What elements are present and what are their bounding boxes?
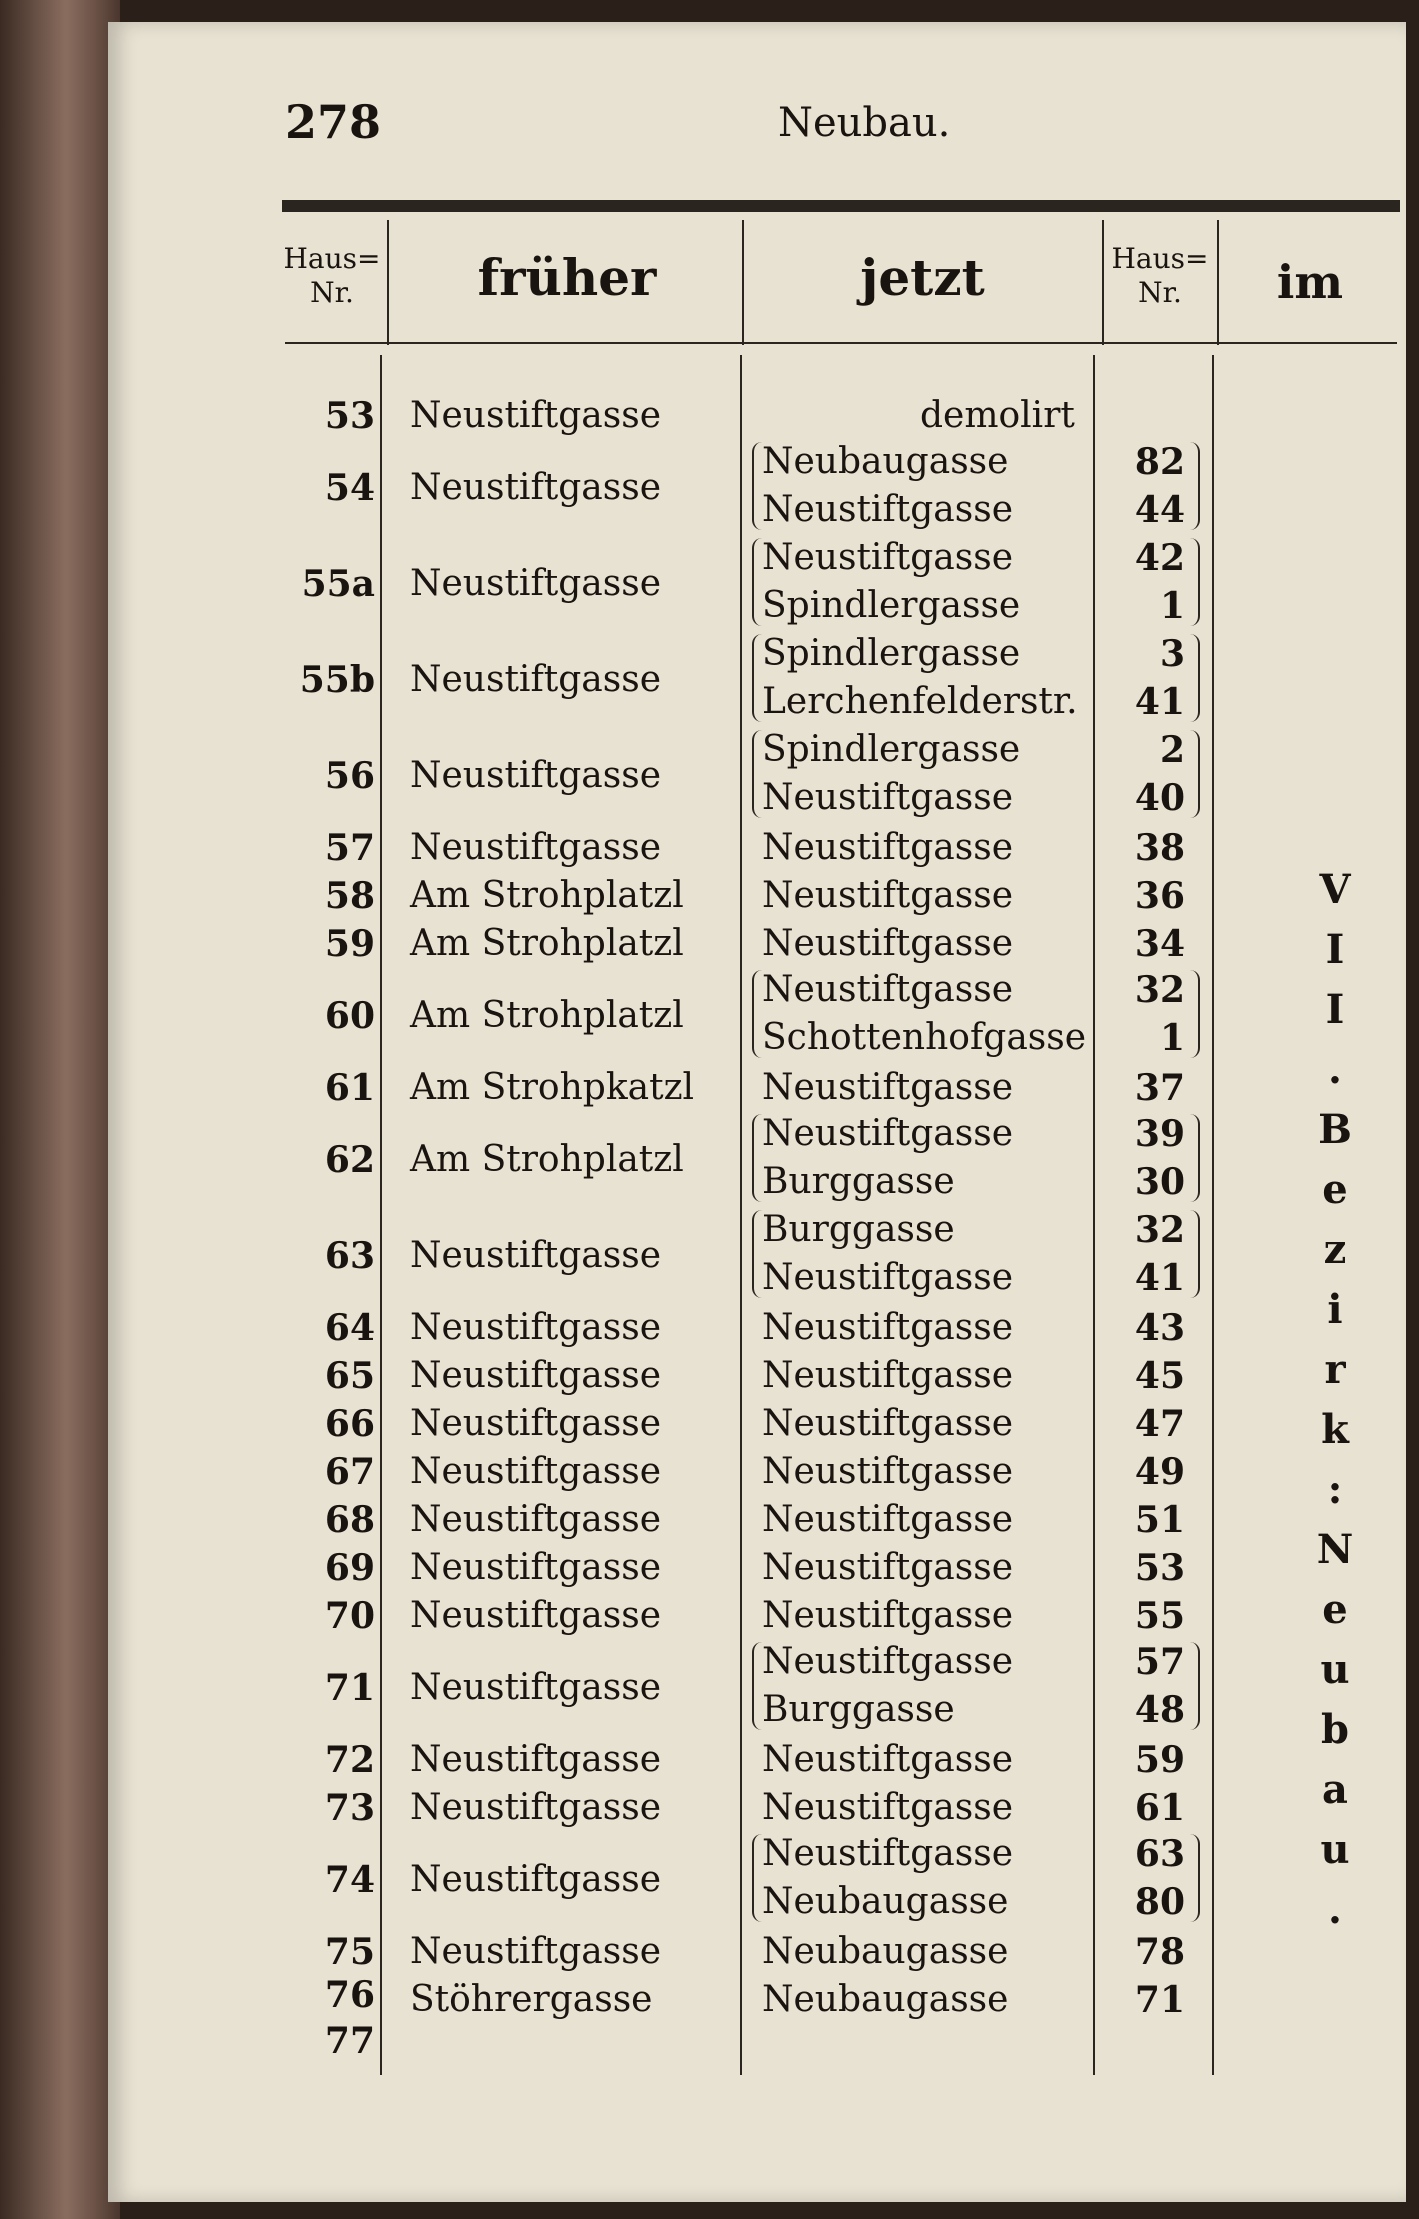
jetzt-cell: Neubaugasse: [762, 441, 1009, 482]
book-edge: [0, 0, 120, 2219]
column-header-frueher: früher: [477, 248, 657, 307]
neu-haus-nr-cell: 2: [1159, 729, 1185, 771]
frueher-cell: Neustiftgasse: [410, 1307, 661, 1348]
frueher-cell: Neustiftgasse: [410, 1547, 661, 1588]
haus-nr-cell: 59: [324, 923, 375, 965]
haus-nr-cell: 65: [324, 1355, 375, 1397]
column-divider-jetzt: [740, 355, 742, 2075]
group-brace-left: [752, 1114, 764, 1202]
jetzt-cell: Neubaugasse: [762, 1931, 1009, 1972]
group-brace-right: [1188, 538, 1200, 626]
group-brace-left: [752, 442, 764, 530]
jetzt-cell: Burggasse: [762, 1161, 955, 1202]
neu-haus-nr-cell: 48: [1134, 1689, 1185, 1731]
haus-nr-cell: 74: [324, 1859, 375, 1901]
neu-haus-nr-cell: 47: [1134, 1403, 1185, 1445]
side-label-char: b: [1321, 1706, 1349, 1753]
side-label: [1305, 860, 1365, 1940]
column-header-haus-nr-right: Haus= Nr.: [1111, 242, 1209, 309]
group-brace-right: [1188, 442, 1200, 530]
neu-haus-nr-cell: 44: [1134, 489, 1185, 531]
jetzt-cell: Neustiftgasse: [762, 537, 1013, 578]
jetzt-cell: Neustiftgasse: [762, 1403, 1013, 1444]
page-number: 278: [285, 95, 382, 149]
haus-nr-cell: 67: [324, 1451, 375, 1493]
neu-haus-nr-cell: 39: [1134, 1113, 1185, 1155]
jetzt-cell: Burggasse: [762, 1209, 955, 1250]
group-brace-right: [1188, 1210, 1200, 1298]
jetzt-cell: Neustiftgasse: [762, 969, 1013, 1010]
haus-nr-cell: 53: [324, 395, 375, 437]
side-label-char: :: [1327, 1466, 1343, 1513]
neu-haus-nr-cell: 36: [1134, 875, 1185, 917]
frueher-cell: Neustiftgasse: [410, 1403, 661, 1444]
jetzt-cell: Neustiftgasse: [762, 1113, 1013, 1154]
haus-nr-cell: 69: [324, 1547, 375, 1589]
neu-haus-nr-cell: 1: [1159, 585, 1185, 627]
group-brace-left: [752, 538, 764, 626]
column-header-im: im: [1276, 255, 1344, 309]
jetzt-cell: Neustiftgasse: [762, 1355, 1013, 1396]
haus-nr-cell: 64: [324, 1307, 375, 1349]
neu-haus-nr-cell: 59: [1134, 1739, 1185, 1781]
neu-haus-nr-cell: 49: [1134, 1451, 1185, 1493]
jetzt-cell: Neustiftgasse: [762, 827, 1013, 868]
jetzt-cell: Neustiftgasse: [762, 777, 1013, 818]
neu-haus-nr-cell: 53: [1134, 1547, 1185, 1589]
jetzt-cell: Neustiftgasse: [762, 1833, 1013, 1874]
group-brace-left: [752, 1642, 764, 1730]
haus-nr-cell: 57: [324, 827, 375, 869]
frueher-cell: Am Strohplatzl: [410, 1139, 684, 1180]
frueher-cell: Neustiftgasse: [410, 1355, 661, 1396]
neu-haus-nr-cell: 42: [1134, 537, 1185, 579]
group-brace-left: [752, 1834, 764, 1922]
group-brace-right: [1188, 634, 1200, 722]
side-label-char: .: [1328, 1046, 1342, 1093]
frueher-cell: Neustiftgasse: [410, 1235, 661, 1276]
frueher-cell: Stöhrergasse: [410, 1979, 653, 2020]
column-divider-neu: [1093, 355, 1095, 2075]
jetzt-cell: Neustiftgasse: [762, 1787, 1013, 1828]
frueher-cell: Am Strohpkatzl: [410, 1067, 695, 1108]
frueher-cell: Neustiftgasse: [410, 1859, 661, 1900]
haus-nr-cell: 62: [324, 1139, 375, 1181]
neu-haus-nr-cell: 80: [1134, 1881, 1185, 1923]
neu-haus-nr-cell: 78: [1134, 1931, 1185, 1973]
side-label-char: u: [1320, 1826, 1350, 1873]
side-label-char: .: [1328, 1886, 1342, 1933]
frueher-cell: Am Strohplatzl: [410, 995, 684, 1036]
side-label-char: z: [1323, 1226, 1347, 1273]
jetzt-cell: Neustiftgasse: [762, 1641, 1013, 1682]
jetzt-cell: Neustiftgasse: [762, 1595, 1013, 1636]
jetzt-cell: Neustiftgasse: [762, 875, 1013, 916]
group-brace-right: [1188, 1834, 1200, 1922]
frueher-cell: Neustiftgasse: [410, 1499, 661, 1540]
frueher-cell: Neustiftgasse: [410, 1739, 661, 1780]
side-label-char: k: [1321, 1406, 1349, 1453]
group-brace-right: [1188, 970, 1200, 1058]
jetzt-cell: Neustiftgasse: [762, 1257, 1013, 1298]
neu-haus-nr-cell: 41: [1134, 681, 1185, 723]
neu-haus-nr-cell: 40: [1134, 777, 1185, 819]
haus-nr-cell: 60: [324, 995, 375, 1037]
neu-haus-nr-cell: 38: [1134, 827, 1185, 869]
jetzt-cell: Neustiftgasse: [762, 923, 1013, 964]
frueher-cell: Neustiftgasse: [410, 755, 661, 796]
neu-haus-nr-cell: 1: [1159, 1017, 1185, 1059]
frueher-cell: Neustiftgasse: [410, 467, 661, 508]
haus-nr-cell: 68: [324, 1499, 375, 1541]
jetzt-cell: Schottenhofgasse: [762, 1017, 1087, 1058]
jetzt-cell: Spindlergasse: [762, 729, 1021, 770]
haus-nr-cell: 56: [324, 755, 375, 797]
neu-haus-nr-cell: 37: [1134, 1067, 1185, 1109]
frueher-cell: Neustiftgasse: [410, 1787, 661, 1828]
neu-haus-nr-cell: 41: [1134, 1257, 1185, 1299]
header-divider-3: [1102, 220, 1104, 345]
group-brace-left: [752, 634, 764, 722]
jetzt-cell: Neustiftgasse: [762, 1307, 1013, 1348]
haus-nr-cell: 55a: [301, 563, 375, 605]
column-header-haus-nr-left: Haus= Nr.: [283, 242, 381, 309]
header-rule: [282, 200, 1400, 212]
column-divider-frueher: [380, 355, 382, 2075]
neu-haus-nr-cell: 3: [1159, 633, 1185, 675]
neu-haus-nr-cell: 34: [1134, 923, 1185, 965]
jetzt-cell: Neubaugasse: [762, 1881, 1009, 1922]
neu-haus-nr-cell: 51: [1134, 1499, 1185, 1541]
haus-nr-cell: 55b: [299, 659, 375, 701]
frueher-cell: Neustiftgasse: [410, 1931, 661, 1972]
jetzt-cell: Neustiftgasse: [762, 1067, 1013, 1108]
neu-haus-nr-cell: 32: [1134, 1209, 1185, 1251]
side-label-char: i: [1327, 1286, 1343, 1333]
frueher-cell: Neustiftgasse: [410, 827, 661, 868]
neu-haus-nr-cell: 63: [1134, 1833, 1185, 1875]
haus-nr-cell: 63: [324, 1235, 375, 1277]
haus-nr-cell: 66: [324, 1403, 375, 1445]
frueher-cell: Am Strohplatzl: [410, 923, 684, 964]
jetzt-cell: Neustiftgasse: [762, 1547, 1013, 1588]
jetzt-cell: Neubaugasse: [762, 1979, 1009, 2020]
jetzt-cell: Neustiftgasse: [762, 1451, 1013, 1492]
jetzt-cell: Neustiftgasse: [762, 1499, 1013, 1540]
group-brace-left: [752, 730, 764, 818]
side-label-char: e: [1322, 1166, 1348, 1213]
side-label-char: u: [1320, 1646, 1350, 1693]
frueher-cell: Am Strohplatzl: [410, 875, 684, 916]
neu-haus-nr-cell: 61: [1134, 1787, 1185, 1829]
side-label-char: I: [1325, 986, 1345, 1033]
haus-nr-cell: 70: [324, 1595, 375, 1637]
haus-nr-cell: 75: [324, 1931, 375, 1973]
jetzt-cell: Burggasse: [762, 1689, 955, 1730]
jetzt-cell: Neustiftgasse: [762, 1739, 1013, 1780]
header-bottom-rule: [285, 342, 1397, 344]
group-brace-right: [1188, 1114, 1200, 1202]
neu-haus-nr-cell: 71: [1134, 1979, 1185, 2021]
haus-nr-cell: 71: [324, 1667, 375, 1709]
neu-haus-nr-cell: 43: [1134, 1307, 1185, 1349]
neu-haus-nr-cell: 82: [1134, 441, 1185, 483]
header-divider-2: [742, 220, 744, 345]
group-brace-right: [1188, 1642, 1200, 1730]
frueher-cell: Neustiftgasse: [410, 563, 661, 604]
side-label-char: V: [1319, 866, 1351, 913]
side-label-char: B: [1318, 1106, 1352, 1153]
side-label-char: e: [1322, 1586, 1348, 1633]
header-divider-1: [387, 220, 389, 345]
frueher-cell: Neustiftgasse: [410, 1451, 661, 1492]
haus-nr-cell: 73: [324, 1787, 375, 1829]
side-label-char: N: [1316, 1526, 1354, 1573]
header-divider-4: [1217, 220, 1219, 345]
haus-nr-cell: 54: [324, 467, 375, 509]
group-brace-left: [752, 970, 764, 1058]
haus-nr-cell: 76 77: [324, 1974, 375, 2062]
jetzt-cell: demolirt: [920, 395, 1075, 436]
group-brace-left: [752, 1210, 764, 1298]
neu-haus-nr-cell: 30: [1134, 1161, 1185, 1203]
side-label-char: r: [1324, 1346, 1346, 1393]
jetzt-cell: Neustiftgasse: [762, 489, 1013, 530]
haus-nr-cell: 58: [324, 875, 375, 917]
jetzt-cell: Lerchenfelderstr.: [762, 681, 1078, 722]
frueher-cell: Neustiftgasse: [410, 395, 661, 436]
frueher-cell: Neustiftgasse: [410, 659, 661, 700]
neu-haus-nr-cell: 32: [1134, 969, 1185, 1011]
side-label-char: I: [1325, 926, 1345, 973]
haus-nr-cell: 72: [324, 1739, 375, 1781]
frueher-cell: Neustiftgasse: [410, 1595, 661, 1636]
neu-haus-nr-cell: 57: [1134, 1641, 1185, 1683]
jetzt-cell: Spindlergasse: [762, 585, 1021, 626]
column-divider-im: [1212, 355, 1214, 2075]
page-title: Neubau.: [778, 100, 951, 146]
side-label-char: a: [1322, 1766, 1348, 1813]
jetzt-cell: Spindlergasse: [762, 633, 1021, 674]
group-brace-right: [1188, 730, 1200, 818]
frueher-cell: Neustiftgasse: [410, 1667, 661, 1708]
column-header-jetzt: jetzt: [860, 248, 985, 307]
haus-nr-cell: 61: [324, 1067, 375, 1109]
neu-haus-nr-cell: 45: [1134, 1355, 1185, 1397]
neu-haus-nr-cell: 55: [1134, 1595, 1185, 1637]
